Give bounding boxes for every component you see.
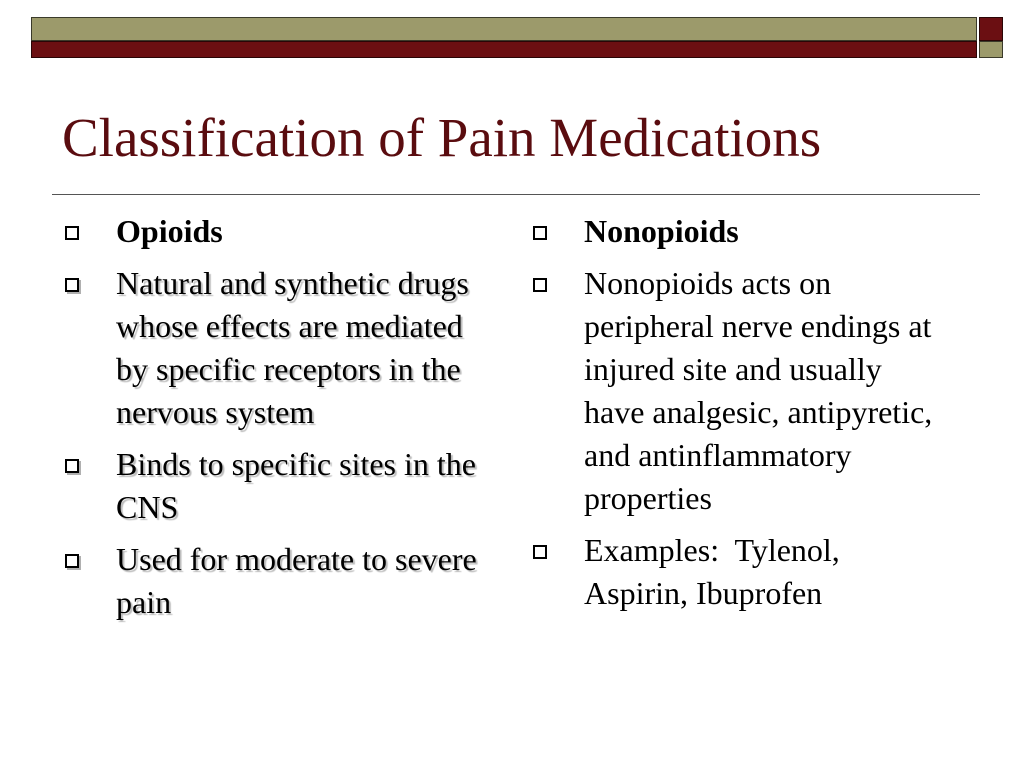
square-bullet-icon bbox=[65, 226, 79, 240]
right-column bbox=[530, 210, 950, 624]
square-bullet-icon bbox=[533, 545, 547, 559]
bullet-text: Nonopioids acts on peripheral nerve endings at injured site and usually have analgesic, antipyretic, and antinflammatory properties bbox=[584, 265, 933, 516]
bullet-item bbox=[530, 529, 950, 615]
bullet-text: Binds to specific sites in the CNS bbox=[116, 446, 476, 525]
bullet-item bbox=[530, 262, 950, 520]
bullet-text: Natural and synthetic drugs whose effects are mediated by specific receptors in the nervous system bbox=[116, 265, 469, 430]
slide-title: Classification of Pain Medications bbox=[62, 107, 822, 168]
square-bullet-icon bbox=[65, 554, 79, 568]
square-bullet-icon bbox=[533, 278, 547, 292]
bullet-text: Examples: Tylenol, Aspirin, Ibuprofen bbox=[584, 532, 847, 611]
nonopioids-heading: Nonopioids bbox=[584, 213, 739, 249]
header-band-olive bbox=[31, 17, 977, 41]
corner-square-maroon bbox=[979, 17, 1003, 41]
bullet-item bbox=[62, 262, 502, 434]
bullet-item bbox=[62, 538, 502, 624]
square-bullet-icon bbox=[65, 278, 79, 292]
square-bullet-icon bbox=[65, 459, 79, 473]
corner-square-olive bbox=[979, 41, 1003, 58]
left-column bbox=[62, 210, 502, 633]
header-band-maroon bbox=[31, 41, 977, 58]
square-bullet-icon bbox=[533, 226, 547, 240]
bullet-item bbox=[62, 443, 502, 529]
title-divider bbox=[52, 194, 980, 195]
left-bullet-list bbox=[62, 210, 502, 624]
bullet-item-nonopioids-heading bbox=[530, 210, 950, 253]
right-bullet-list bbox=[530, 210, 950, 615]
opioids-heading: Opioids bbox=[116, 213, 223, 249]
bullet-text: Used for moderate to severe pain bbox=[116, 541, 477, 620]
bullet-item-opioids-heading bbox=[62, 210, 502, 253]
